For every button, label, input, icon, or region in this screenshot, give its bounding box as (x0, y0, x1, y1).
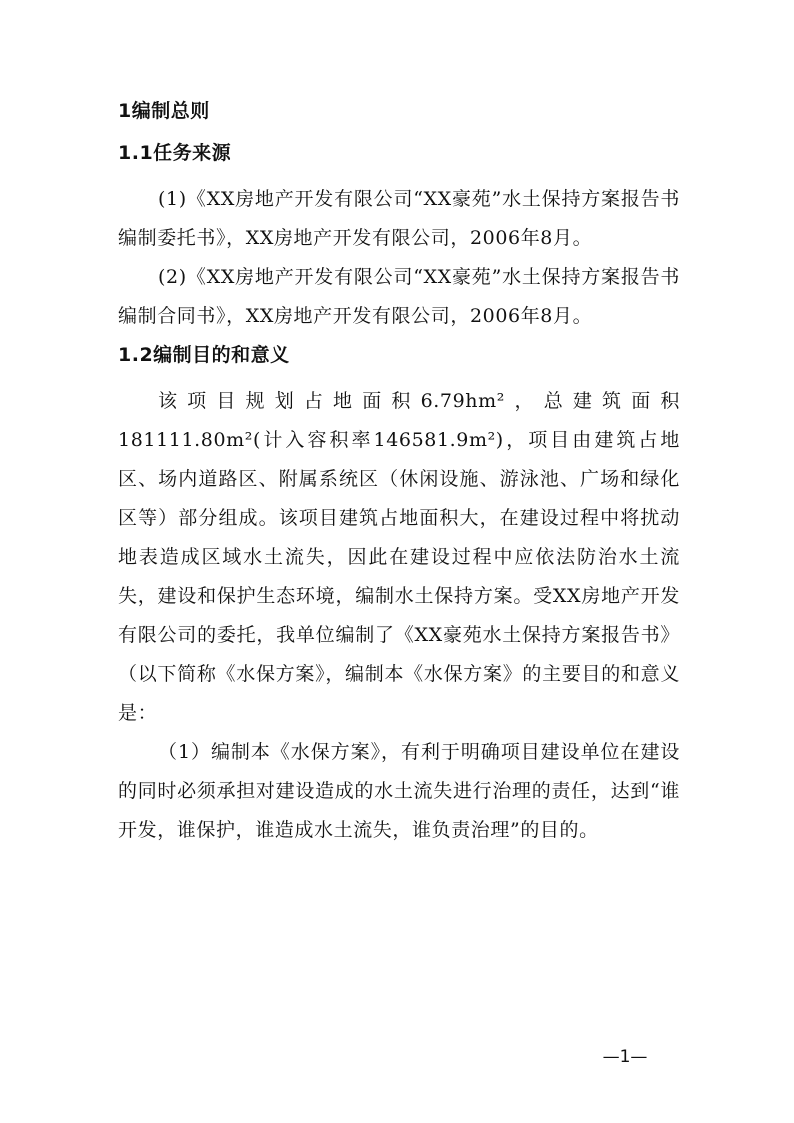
page-number: —1— (602, 1047, 648, 1067)
paragraph-task-source-1: (1)《XX房地产开发有限公司“XX豪苑”水土保持方案报告书编制委托书》，XX房地产开发有限公司，2006年8月。 (118, 188, 680, 249)
paragraph-task-source-2: (2)《XX房地产开发有限公司“XX豪苑”水土保持方案报告书编制合同书》，XX房地产开发有限公司，2006年8月。 (118, 266, 680, 327)
section-heading-purpose: 1.2编制目的和意义 (118, 344, 290, 366)
paragraph-purpose-1: 该项目规划占地面积6.79hm²，总建筑面积181111.80m²(计入容积率146581.9m²)，项目由建筑占地区、场内道路区、附属系统区（休闲设施、游泳池、广场和绿化区等）部分组成。该项目建筑占地面积大，在建设过程中将扰动地表造成区域水土流失，因此在建设过程中应依法防治水土流失，建设和保护生态环境，编制水土保持方案。受XX房地产开发有限公司的委托，我单位编制了《XX豪苑水土保持方案报告书》（以下简称《水保方案》，编制本《水保方案》的主要目的和意义是： (118, 390, 680, 724)
chapter-heading: 1编制总则 (118, 100, 210, 122)
paragraph-purpose-2: （1）编制本《水保方案》，有利于明确项目建设单位在建设的同时必须承担对建设造成的水土流失进行治理的责任，达到“谁开发，谁保护，谁造成水土流失，谁负责治理”的目的。 (118, 741, 680, 841)
document-body (118, 96, 680, 850)
section-heading-task-source: 1.1任务来源 (118, 142, 232, 164)
